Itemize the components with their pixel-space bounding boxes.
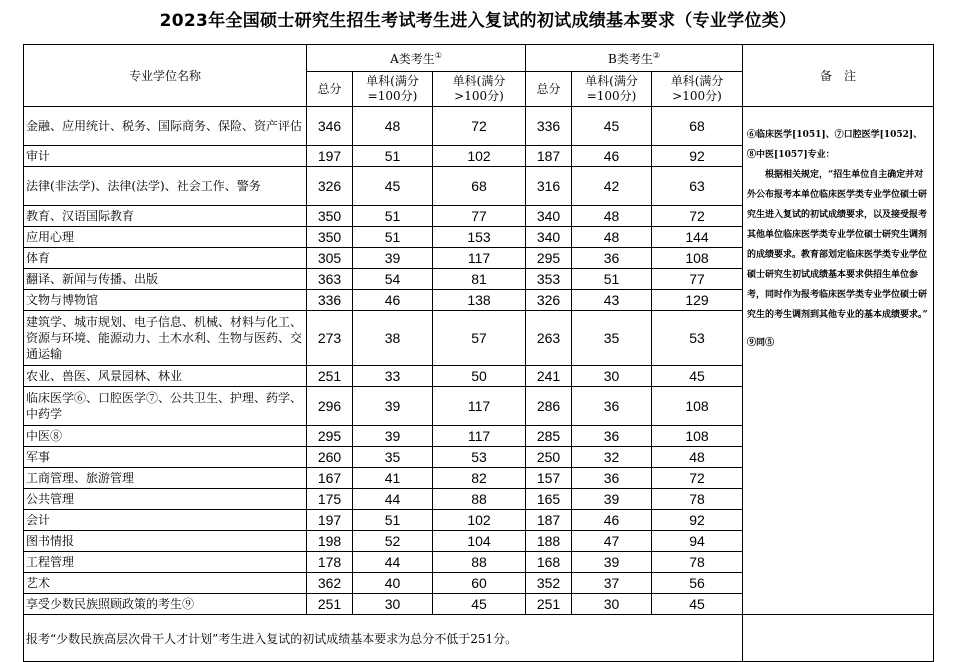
major-name: 教育、汉语国际教育 — [24, 206, 307, 227]
a-single-gt100: 88 — [433, 489, 526, 510]
major-name: 应用心理 — [24, 227, 307, 248]
b-total: 286 — [526, 387, 572, 426]
a-single-gt100: 153 — [433, 227, 526, 248]
b-single-gt100: 108 — [652, 387, 743, 426]
header-group-a-note: ① — [434, 50, 442, 60]
a-total: 197 — [307, 510, 353, 531]
a-single-gt100: 50 — [433, 366, 526, 387]
b-single-gt100: 53 — [652, 311, 743, 366]
a-single-100: 52 — [353, 531, 433, 552]
b-single-gt100: 48 — [652, 447, 743, 468]
a-single-gt100: 102 — [433, 510, 526, 531]
b-single-100: 36 — [572, 248, 652, 269]
b-single-100: 51 — [572, 269, 652, 290]
a-total: 336 — [307, 290, 353, 311]
b-total: 168 — [526, 552, 572, 573]
a-single-100: 54 — [353, 269, 433, 290]
a-single-gt100: 104 — [433, 531, 526, 552]
a-single-100: 33 — [353, 366, 433, 387]
header-line: 单科(满分 — [670, 74, 724, 88]
b-single-gt100: 63 — [652, 167, 743, 206]
a-total: 295 — [307, 426, 353, 447]
remark-clinical-rule: 根据相关规定，“招生单位自主确定并对外公布报考本单位临床医学类专业学位硕士研究生进入复试的初试成绩要求，以及接受报考其他单位临床医学类专业学位硕士研究生调剂的成绩要求。教育部划定临床医学类专业学位硕士研究生初试成绩基本要求供招生单位参考，同时作为报考临床医学类专业学位硕士研究生的考生调剂到其他专业的基本成绩要求。” — [747, 170, 928, 320]
header-group-a-label: A类考生 — [390, 51, 435, 66]
a-total: 167 — [307, 468, 353, 489]
b-single-100: 43 — [572, 290, 652, 311]
a-total: 260 — [307, 447, 353, 468]
remarks-cell — [743, 107, 934, 615]
a-single-100: 40 — [353, 573, 433, 594]
b-single-gt100: 129 — [652, 290, 743, 311]
b-total: 250 — [526, 447, 572, 468]
a-total: 350 — [307, 227, 353, 248]
footer-row — [24, 615, 934, 662]
major-name: 工商管理、旅游管理 — [24, 468, 307, 489]
footer-blank-cell — [743, 615, 934, 662]
major-name: 艺术 — [24, 573, 307, 594]
b-single-gt100: 94 — [652, 531, 743, 552]
remark-note-6-7-8: ⑥临床医学[1051]、⑦口腔医学[1052]、⑧中医[1057]专业： — [747, 130, 923, 160]
a-total: 350 — [307, 206, 353, 227]
b-total: 340 — [526, 227, 572, 248]
a-total: 346 — [307, 107, 353, 146]
a-total: 305 — [307, 248, 353, 269]
b-total: 157 — [526, 468, 572, 489]
a-total: 178 — [307, 552, 353, 573]
header-line: =100分) — [586, 89, 637, 103]
a-total: 362 — [307, 573, 353, 594]
b-total: 188 — [526, 531, 572, 552]
a-total: 296 — [307, 387, 353, 426]
b-total: 187 — [526, 146, 572, 167]
major-name: 公共管理 — [24, 489, 307, 510]
b-single-gt100: 72 — [652, 206, 743, 227]
b-single-100: 37 — [572, 573, 652, 594]
b-single-gt100: 78 — [652, 552, 743, 573]
a-single-gt100: 102 — [433, 146, 526, 167]
b-single-100: 45 — [572, 107, 652, 146]
remark-note-9: ⑨同⑤ — [747, 338, 775, 348]
b-single-100: 30 — [572, 594, 652, 615]
a-single-100: 48 — [353, 107, 433, 146]
a-single-gt100: 77 — [433, 206, 526, 227]
b-total: 316 — [526, 167, 572, 206]
b-single-100: 36 — [572, 468, 652, 489]
b-single-gt100: 108 — [652, 248, 743, 269]
a-single-gt100: 117 — [433, 426, 526, 447]
a-total: 251 — [307, 366, 353, 387]
a-single-100: 41 — [353, 468, 433, 489]
a-total: 363 — [307, 269, 353, 290]
b-single-100: 35 — [572, 311, 652, 366]
major-name: 建筑学、城市规划、电子信息、机械、材料与化工、资源与环境、能源动力、土木水利、生物与医药、交通运输 — [24, 311, 307, 366]
a-single-gt100: 45 — [433, 594, 526, 615]
a-single-gt100: 60 — [433, 573, 526, 594]
b-single-100: 42 — [572, 167, 652, 206]
major-name: 中医⑧ — [24, 426, 307, 447]
major-name: 临床医学⑥、口腔医学⑦、公共卫生、护理、药学、中药学 — [24, 387, 307, 426]
b-total: 340 — [526, 206, 572, 227]
a-total: 326 — [307, 167, 353, 206]
header-a-total: 总分 — [307, 72, 353, 107]
b-single-gt100: 78 — [652, 489, 743, 510]
a-single-gt100: 72 — [433, 107, 526, 146]
b-total: 263 — [526, 311, 572, 366]
b-total: 165 — [526, 489, 572, 510]
major-name: 法律(非法学)、法律(法学)、社会工作、警务 — [24, 167, 307, 206]
major-name: 农业、兽医、风景园林、林业 — [24, 366, 307, 387]
a-single-100: 38 — [353, 311, 433, 366]
page-title: 2023年全国硕士研究生招生考试考生进入复试的初试成绩基本要求（专业学位类） — [159, 11, 797, 31]
a-single-gt100: 138 — [433, 290, 526, 311]
header-line: 单科(满分 — [585, 74, 638, 88]
b-total: 326 — [526, 290, 572, 311]
header-line: 单科(满分 — [452, 74, 506, 88]
a-total: 273 — [307, 311, 353, 366]
b-single-100: 36 — [572, 426, 652, 447]
b-total: 187 — [526, 510, 572, 531]
b-total: 352 — [526, 573, 572, 594]
header-b-single-100 — [572, 72, 652, 107]
major-name: 审计 — [24, 146, 307, 167]
a-single-gt100: 53 — [433, 447, 526, 468]
b-single-gt100: 144 — [652, 227, 743, 248]
header-major-name: 专业学位名称 — [24, 45, 307, 107]
b-total: 285 — [526, 426, 572, 447]
b-single-gt100: 77 — [652, 269, 743, 290]
header-group-b-note: ② — [652, 50, 661, 60]
a-single-100: 44 — [353, 489, 433, 510]
major-name: 翻译、新闻与传播、出版 — [24, 269, 307, 290]
header-b-total: 总分 — [526, 72, 572, 107]
b-single-100: 32 — [572, 447, 652, 468]
header-group-a — [307, 45, 526, 72]
b-single-gt100: 68 — [652, 107, 743, 146]
b-single-gt100: 56 — [652, 573, 743, 594]
b-single-100: 48 — [572, 227, 652, 248]
b-total: 251 — [526, 594, 572, 615]
a-single-gt100: 88 — [433, 552, 526, 573]
a-single-100: 39 — [353, 248, 433, 269]
a-single-gt100: 68 — [433, 167, 526, 206]
major-name: 金融、应用统计、税务、国际商务、保险、资产评估 — [24, 107, 307, 146]
b-single-100: 36 — [572, 387, 652, 426]
table-row — [24, 107, 934, 146]
footer-note: 报考“少数民族高层次骨干人才计划”考生进入复试的初试成绩基本要求为总分不低于251分。 — [24, 615, 743, 662]
major-name: 工程管理 — [24, 552, 307, 573]
header-a-single-gt100 — [433, 72, 526, 107]
header-a-single-100 — [353, 72, 433, 107]
b-single-100: 47 — [572, 531, 652, 552]
a-single-gt100: 117 — [433, 387, 526, 426]
header-line: 单科(满分 — [366, 74, 419, 88]
a-single-100: 39 — [353, 387, 433, 426]
b-total: 241 — [526, 366, 572, 387]
b-single-gt100: 92 — [652, 146, 743, 167]
header-group-b — [526, 45, 743, 72]
b-single-gt100: 72 — [652, 468, 743, 489]
b-single-gt100: 92 — [652, 510, 743, 531]
b-single-100: 39 — [572, 552, 652, 573]
a-total: 197 — [307, 146, 353, 167]
a-single-100: 45 — [353, 167, 433, 206]
a-single-100: 39 — [353, 426, 433, 447]
a-single-100: 35 — [353, 447, 433, 468]
b-single-100: 46 — [572, 510, 652, 531]
a-single-100: 51 — [353, 206, 433, 227]
a-total: 175 — [307, 489, 353, 510]
b-single-gt100: 45 — [652, 594, 743, 615]
major-name: 文物与博物馆 — [24, 290, 307, 311]
header-remarks: 备 注 — [743, 45, 934, 107]
a-single-gt100: 81 — [433, 269, 526, 290]
header-line: >100分) — [454, 89, 504, 103]
b-total: 336 — [526, 107, 572, 146]
a-single-gt100: 117 — [433, 248, 526, 269]
a-single-100: 51 — [353, 146, 433, 167]
header-line: >100分) — [672, 89, 722, 103]
b-single-100: 39 — [572, 489, 652, 510]
major-name: 会计 — [24, 510, 307, 531]
major-name: 体育 — [24, 248, 307, 269]
score-table — [23, 44, 934, 662]
header-group-b-label: B类考生 — [608, 51, 653, 66]
b-single-gt100: 108 — [652, 426, 743, 447]
a-single-100: 44 — [353, 552, 433, 573]
b-total: 353 — [526, 269, 572, 290]
major-name: 军事 — [24, 447, 307, 468]
a-single-gt100: 57 — [433, 311, 526, 366]
header-b-single-gt100 — [652, 72, 743, 107]
b-single-gt100: 45 — [652, 366, 743, 387]
a-single-100: 51 — [353, 510, 433, 531]
a-total: 251 — [307, 594, 353, 615]
b-single-100: 30 — [572, 366, 652, 387]
a-total: 198 — [307, 531, 353, 552]
b-single-100: 46 — [572, 146, 652, 167]
major-name: 享受少数民族照顾政策的考生⑨ — [24, 594, 307, 615]
a-single-100: 46 — [353, 290, 433, 311]
b-total: 295 — [526, 248, 572, 269]
a-single-gt100: 82 — [433, 468, 526, 489]
a-single-100: 51 — [353, 227, 433, 248]
b-single-100: 48 — [572, 206, 652, 227]
major-name: 图书情报 — [24, 531, 307, 552]
header-line: =100分) — [367, 89, 418, 103]
a-single-100: 30 — [353, 594, 433, 615]
